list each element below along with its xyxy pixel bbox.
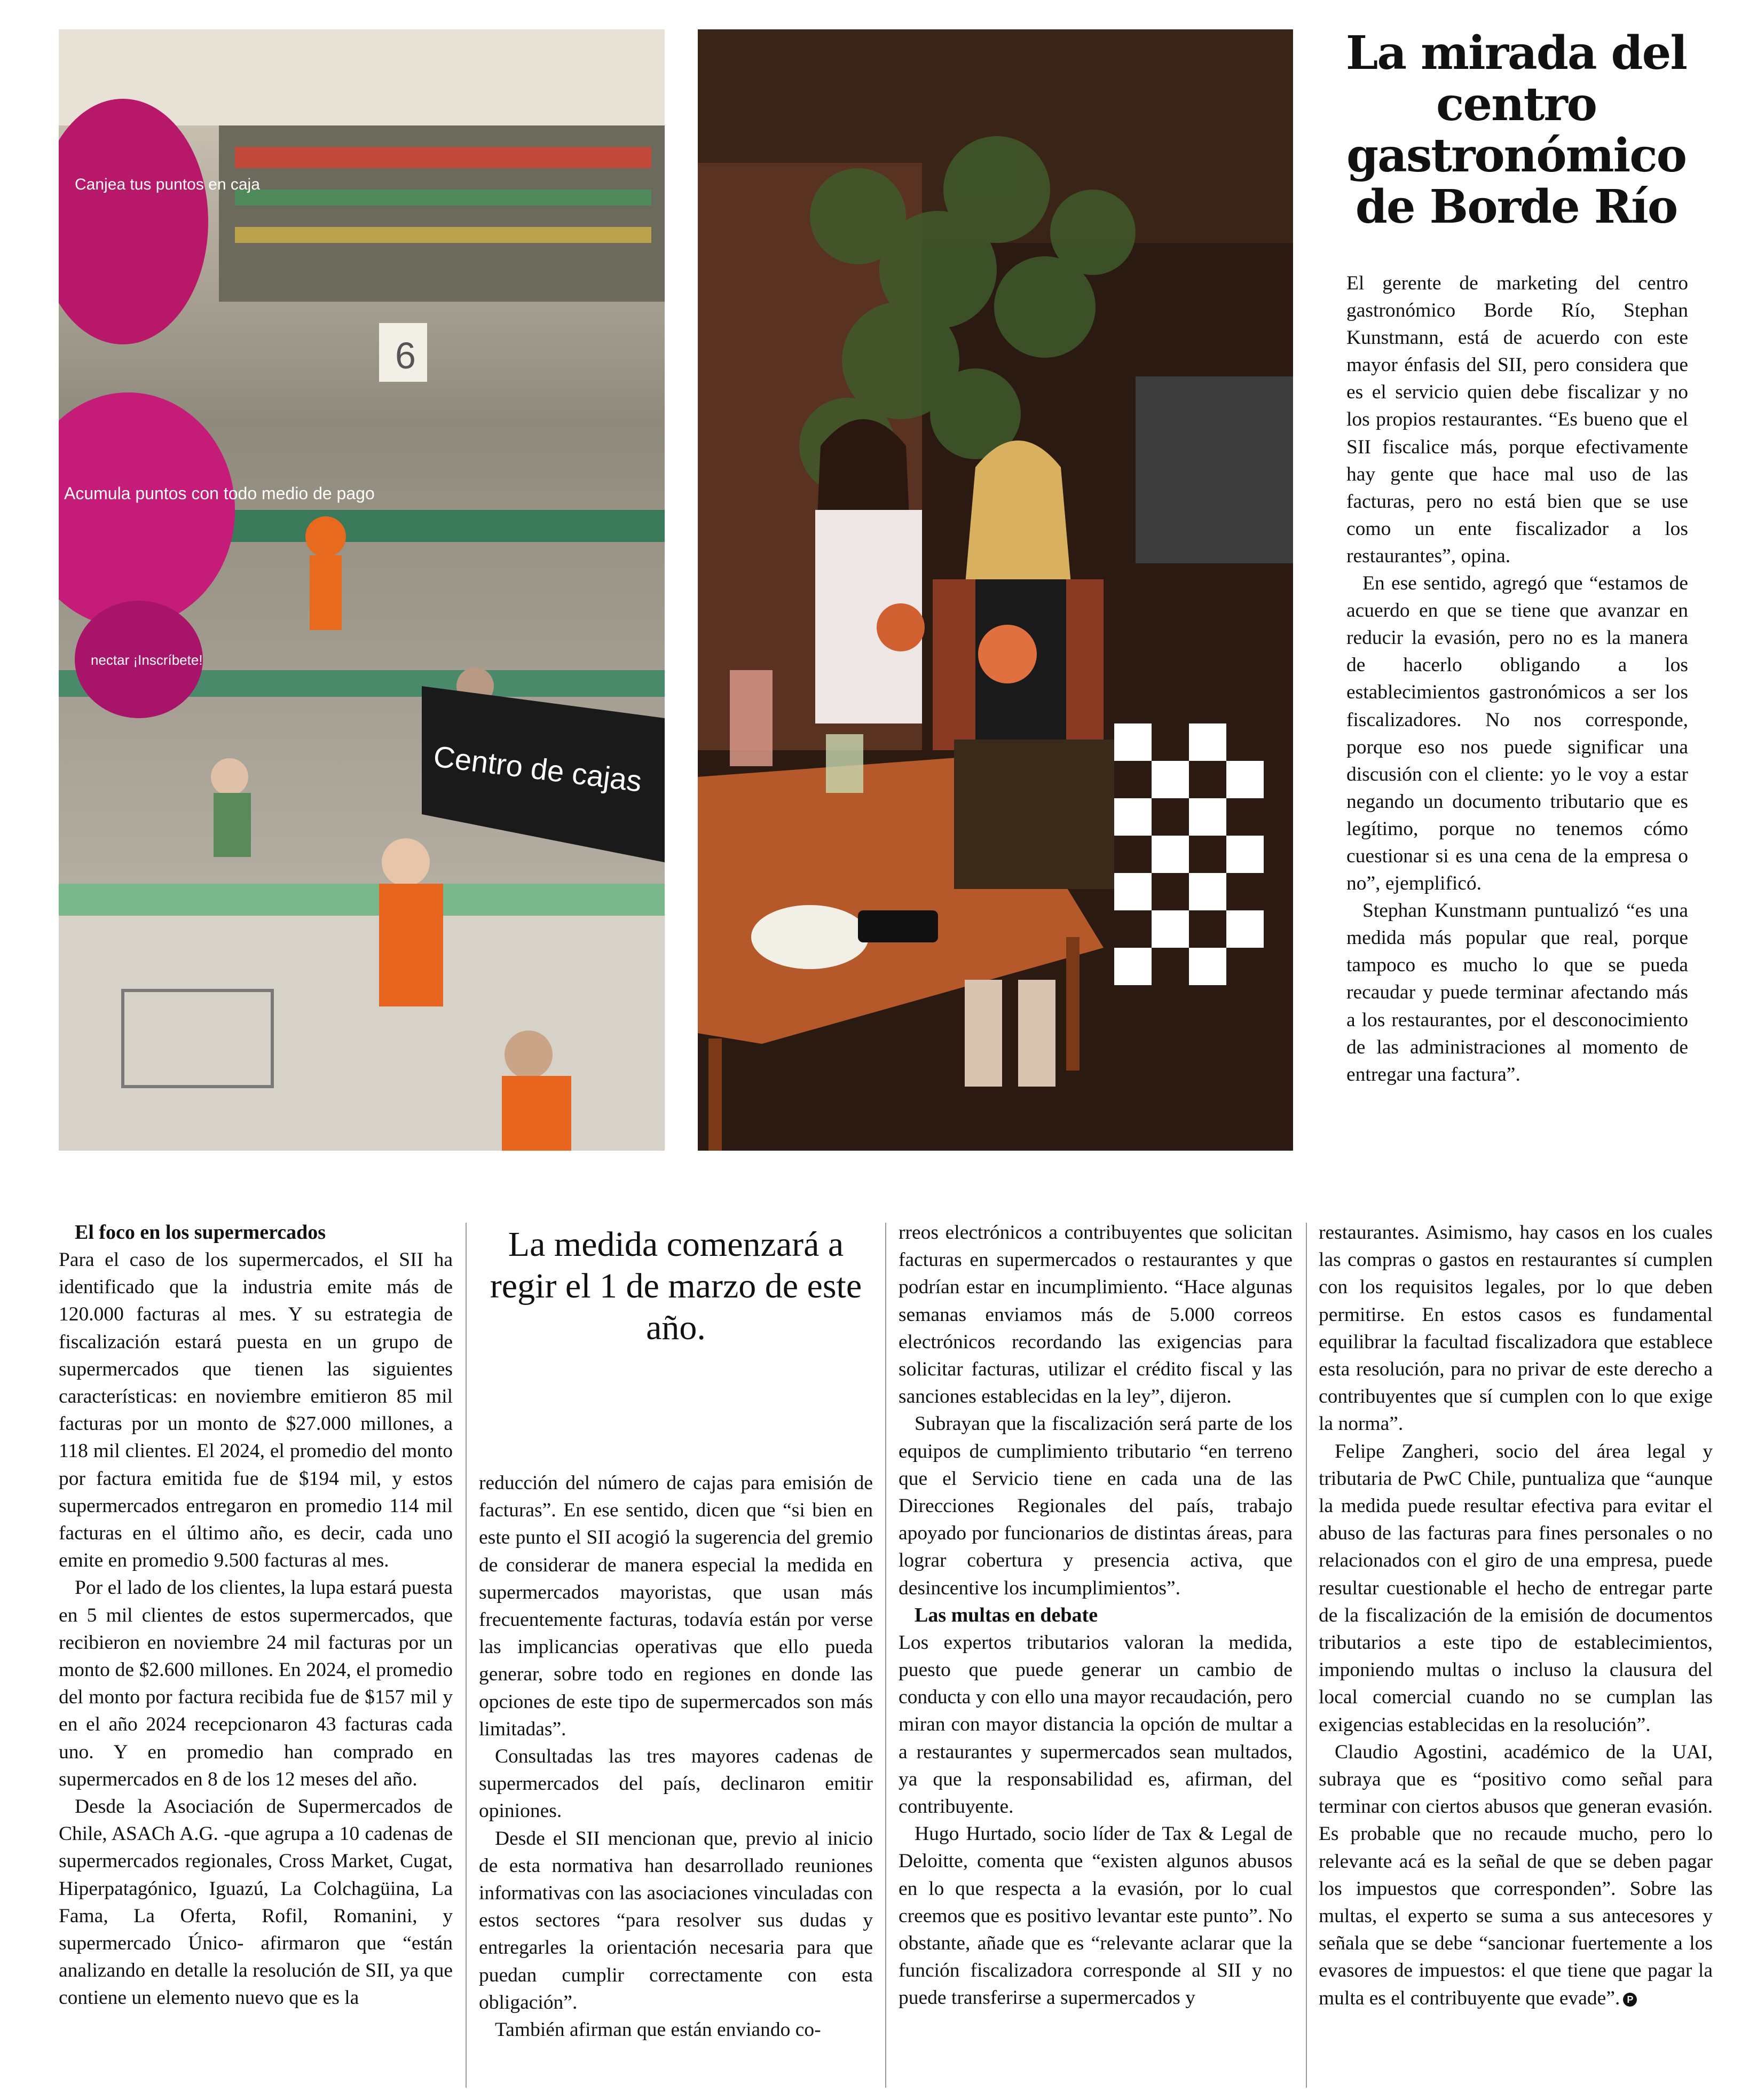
sign-acumula: Acumula puntos con todo medio de pago: [64, 484, 375, 503]
sidebar-paragraph: Stephan Kunstmann puntualizó “es una medida más popular que real, porque tampoco es mucho lo que se pueda recaudar y puede terminar afectando más a los restaurantes, por el desconocimiento de las administraciones al momento de entregar una factura”.: [1346, 900, 1688, 1086]
body-paragraph-text: Claudio Agostini, académico de la UAI, subraya que es “positivo como señal para terminar con ciertos abusos que generan evasión. Es probable que no recaude mucho, pero lo relevante acá es la señal de que se deben pagar los impuestos que corresponden”. Sobre las multas, el experto se suma a sus antecesores y señala que se debe “sancionar fuertemente a los evasores de impuestos: el que tiene que pagar la multa es el contribuyente que evade”.: [1319, 1741, 1713, 2009]
body-paragraph: reducción del número de cajas para emisión de facturas”. En ese sentido, dicen que “si bien en este punto el SII acogió la sugerencia del gremio de considerar de manera especial la medida en supermercados mayoristas, que usan más frecuentemente facturas, todavía están por verse las implicancias operativas que ello pueda generar, sobre todo en regiones en donde las opciones de este tipo de supermercados son más limitadas”.: [479, 1472, 873, 1740]
restaurant-photo: [698, 29, 1293, 1151]
supermarket-illustration: [59, 29, 665, 1151]
subhead-multas: Las multas en debate: [915, 1603, 1098, 1626]
body-paragraph: Desde el SII mencionan que, previo al inicio de esta normativa han desarrollado reuniones informativas con las asociaciones vinculadas con estos sectores “para resolver sus dudas y entregarles la orientación necesaria para que puedan cumplir correctamente con esta obligación”.: [479, 1827, 873, 2014]
body-paragraph: Para el caso de los supermercados, el SII ha identificado que la industria emite más de 120.000 facturas al mes. Y su estrategia de fiscalización estará puesta en un grupo de supermercados que tienen las siguientes características: en noviembre emitieron 85 mil facturas por un monto de $27.000 millones, a 118 mil clientes. El 2024, el promedio del monto por factura emitida fue de $194 mil, y estos supermercados entregaron en promedio 114 mil facturas en el último año, es decir, cada uno emite en promedio 9.500 facturas al mes.: [59, 1249, 453, 1572]
restaurant-illustration: [698, 29, 1293, 1151]
body-paragraph: Los expertos tributarios valoran la medida, puesto que puede generar un cambio de conducta y con ello una mayor recaudación, pero miran con mayor distancia la opción de multar a a restaurantes y supermercados sean multados, ya que la responsabilidad es, afirman, del contribuyente.: [899, 1631, 1293, 1818]
pull-quote: La medida comenzará a regir el 1 de marzo de este año.: [490, 1225, 862, 1347]
sidebar-headline: La mirada del centro gastronómico de Borde Río: [1345, 26, 1687, 234]
sidebar-paragraph: En ese sentido, agregó que “estamos de acuerdo en que se tiene que avanzar en reducir la evasión, pero no es la manera de hacerlo obligando a los establecimientos gastronómicos a ser los fiscalizadores. No nos corresponde, porque eso nos puede significar una discusión con el cliente: yo le voy a estar negando un documento tributario que es legítimo, porque no tenemos cómo cuestionar si es una cena de la empresa o no”, ejemplificó.: [1346, 572, 1688, 895]
body-paragraph: Por el lado de los clientes, la lupa estará puesta en 5 mil clientes de estos supermercados, que recibieron en noviembre 24 mil facturas por un monto de $2.600 millones. En 2024, el promedio del monto por factura recibida fue de $157 mil y en el año 2024 recepcionaron 43 facturas cada uno. Y en promedio han comprado en supermercados en 8 de los 12 meses del año.: [59, 1577, 453, 1790]
column-rule: [1306, 1223, 1307, 2088]
article-column-4: [1319, 1219, 1713, 2012]
article-column-2: [479, 1469, 873, 2043]
sign-canjea: Canjea tus puntos en caja: [75, 176, 260, 193]
body-paragraph: También afirman que están enviando co-: [495, 2019, 821, 2041]
body-paragraph: Hugo Hurtado, socio líder de Tax & Legal de Deloitte, comenta que “existen algunos abusos en lo que respecta a la evasión, por lo cual creemos que es positivo levantar este punto”. No obstante, añade que es “relevante aclarar que la función fiscalizadora corresponde al SII y no puede transferirse a supermercados y: [899, 1823, 1293, 2009]
body-paragraph: Consultadas las tres mayores cadenas de supermercados del país, declinaron emitir opiniones.: [479, 1745, 873, 1822]
body-paragraph: Subrayan que la fiscalización será parte de los equipos de cumplimiento tributario “en terreno que el Servicio tiene en cada una de las Direcciones Regionales del país, trabajo apoyado por funcionarios de distintas áreas, para lograr cobertura y presencia activa, que desincentive los incumplimientos”.: [899, 1413, 1293, 1599]
sign-centro-de-cajas: Centro de cajas: [431, 739, 644, 798]
subhead-supermercados: El foco en los supermercados: [75, 1221, 326, 1244]
body-paragraph: restaurantes. Asimismo, hay casos en los cuales las compras o gastos en restaurantes sí cumplen con los requisitos legales, por lo que deben permitirse. En estos casos es fundamental equilibrar la facultad fiscalizadora que establece esta resolución, para no privar de este derecho a contribuyentes que sí cumplen con lo que exige la norma”.: [1319, 1222, 1713, 1435]
aisle-number: 6: [395, 335, 416, 376]
body-paragraph: rreos electrónicos a contribuyentes que solicitan facturas en supermercados o restaurantes y que podrían estar en incumplimiento. “Hace algunas semanas enviamos más de 5.000 correos electrónicos recordando las exigencias para solicitar facturas, utilizar el crédito fiscal y las sanciones establecidas en la ley”, dijeron.: [899, 1222, 1293, 1408]
article-column-1: [59, 1219, 453, 2012]
article-column-3: [899, 1219, 1293, 2012]
body-paragraph: [1319, 1739, 1713, 2012]
end-mark-icon: P: [1623, 1993, 1637, 2007]
body-paragraph: Felipe Zangheri, socio del área legal y tributaria de PwC Chile, puntualiza que “aunque la medida puede resultar efectiva para evitar el abuso de las facturas para fines personales o no relacionados con el giro de una empresa, puede resultar cuestionable el hecho de entregar parte de la fiscalización de la emisión de documentos tributarios a este tipo de establecimientos, imponiendo multas o incluso la clausura del local comercial cuando no se cumplan las exigencias establecidas en la resolución”.: [1319, 1440, 1713, 1736]
column-rule: [885, 1223, 886, 2088]
sign-nectar: nectar ¡Inscríbete!: [91, 652, 203, 668]
sidebar-body: [1346, 270, 1688, 1088]
sidebar-paragraph: El gerente de marketing del centro gastronómico Borde Río, Stephan Kunstmann, está de acuerdo con este mayor énfasis del SII, pero considera que es el servicio quien debe fiscalizar y no los propios restaurantes. “Es bueno que el SII fiscalice más, porque efectivamente hay gente que hace mal uso de las facturas, pero no está bien que se use como un ente fiscalizador a los restaurantes”, opina.: [1346, 272, 1688, 567]
body-paragraph: Desde la Asociación de Supermercados de Chile, ASACh A.G. -que agrupa a 10 cadenas de supermercados regionales, Cross Market, Cugat, Hiperpatagónico, Iguazú, La Colchagüina, La Fama, La Oferta, Rofil, Romanini, y supermercado Único- afirmaron que “están analizando en detalle la resolución de SII, ya que contiene un elemento nuevo que es la: [59, 1796, 453, 2009]
column-rule: [466, 1223, 467, 2088]
supermarket-photo: [59, 29, 665, 1151]
